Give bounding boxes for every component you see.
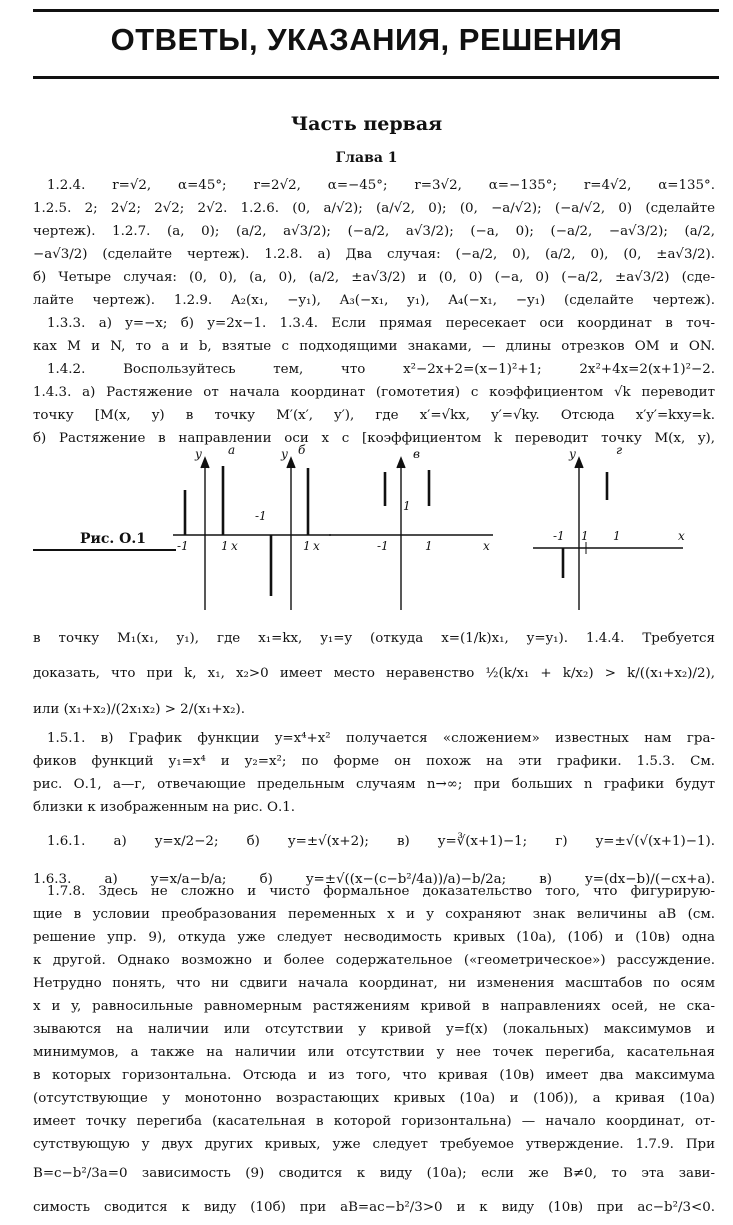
text-line: к другой. Однако возможно и более содержательное («геометрическое») рассуждение.: [33, 953, 715, 968]
text-line: в которых горизонтальна. Отсюда и из того, что кривая (10в) имеет два максимума: [33, 1068, 715, 1083]
text-line: в точку M₁(x₁, y₁), где x₁=kx, y₁=y (откуда x=(1/k)x₁, y=y₁). 1.4.4. Требуется: [33, 631, 715, 646]
panel-d-letter: г: [616, 443, 623, 457]
panel-c-tick-y: 1: [403, 499, 411, 513]
panel-a-y-label: y: [195, 447, 202, 461]
text-line: доказать, что при k, x₁, x₂>0 имеет место неравенство ½(k/x₁ + k/x₂) > k/((x₁+x₂)/2),: [33, 666, 715, 681]
panel-c-tick-pos: 1: [425, 539, 433, 553]
part-heading: Часть первая: [290, 113, 443, 135]
text-line: 1.4.2. Воспользуйтесь тем, что x²−2x+2=(x−1)²+1; 2x²+4x=2(x+1)²−2.: [47, 362, 715, 377]
text-line: B=c−b²/3a=0 зависимость (9) сводится к виду (10а); если же B≠0, то эта зави-: [33, 1166, 715, 1181]
text-line: 1.2.4. r=√2, α=45°; r=2√2, α=−45°; r=3√2, α=−135°; r=4√2, α=135°.: [47, 178, 715, 193]
text-line: зываются на наличии или отсутствии у кривой y=f(x) (локальных) максимумов и: [33, 1022, 715, 1037]
bottom-rule: [33, 76, 719, 79]
panel-a-tick-pos: 1: [221, 539, 229, 553]
panel-b-x-label: x: [313, 539, 320, 553]
panel-d-y-label: y: [569, 447, 576, 461]
text-line: 1.6.1. а) y=x/2−2; б) y=±√(x+2); в) y=∛(x+1)−1; г) y=±√(√(x+1)−1).: [47, 834, 715, 849]
panel-b-axes: [269, 458, 331, 610]
text-line: −a√3/2) (сделайте чертеж). 1.2.8. а) Два случая: (−a/2, 0), (a/2, 0), (0, ±a√3/2).: [33, 247, 715, 262]
panel-d-tick-y: 1: [581, 529, 589, 543]
text-line: 1.2.5. 2; 2√2; 2√2; 2√2. 1.2.6. (0, a/√2); (a/√2, 0); (0, −a/√2); (−a/√2, 0) (сделайте: [33, 201, 715, 216]
text-line: (отсутствующие у монотонно возрастающих кривых (10а) и (10б)), а кривая (10а): [33, 1091, 715, 1106]
text-line: лайте чертеж). 1.2.9. A₂(x₁, −y₁), A₃(−x₁, y₁), A₄(−x₁, −y₁) (сделайте чертеж).: [33, 293, 715, 308]
panel-d-x-label: x: [678, 529, 685, 543]
text-line: 1.7.8. Здесь не сложно и чисто формальное доказательство того, что фигурирую-: [47, 884, 715, 899]
text-line: или (x₁+x₂)/(2x₁x₂) > 2/(x₁+x₂).: [33, 702, 245, 717]
text-line: симость сводится к виду (10б) при aB=ac−b²/3>0 и к виду (10в) при ac−b²/3<0.: [33, 1200, 715, 1215]
text-line: решение упр. 9), откуда уже следует несводимость кривых (10а), (10б) и (10в) одна: [33, 930, 715, 945]
answers-block-1: [33, 175, 715, 451]
panel-c-letter: в: [413, 447, 420, 461]
panel-a-axes: [173, 458, 269, 610]
text-line: б) Растяжение в направлении оси x с [коэффициентом k переводит точку M(x, y),: [33, 431, 715, 446]
text-line: сутствующую у двух других кривых, уже следует требуемое утверждение. 1.7.9. При: [33, 1137, 715, 1152]
panel-c-x-label: x: [483, 539, 490, 553]
panel-a-letter: а: [228, 443, 236, 457]
panel-b-letter: б: [298, 443, 306, 457]
panel-a-x-label: x: [231, 539, 238, 553]
text-line: имеет точку перегиба (касательная в которой горизонтальна) — начало координат, от-: [33, 1114, 715, 1129]
panel-d-tick-pos: 1: [613, 529, 621, 543]
text-line: рис. О.1, а—г, отвечающие предельным случаям n→∞; при больших n графики будут: [33, 777, 715, 792]
text-line: минимумов, а также на наличии или отсутствии у нее точек перегиба, касательная: [33, 1045, 715, 1060]
text-line: 1.4.3. а) Растяжение от начала координат (гомотетия) с коэффициентом √k переводит: [33, 385, 715, 400]
text-line: фиков функций y₁=x⁴ и y₂=x²; по форме он похож на эти графики. 1.5.3. См.: [33, 754, 715, 769]
text-line: чертеж). 1.2.7. (a, 0); (a/2, a√3/2); (−a/2, a√3/2); (−a, 0); (−a/2, −a√3/2); (a/2,: [33, 224, 715, 239]
chapter-heading: Глава 1: [335, 150, 398, 166]
text-line: близки к изображенным на рис. О.1.: [33, 800, 295, 815]
text-line: точку [M(x, y) в точку M′(x′, y′), где x′=√kx, y′=√ky. Отсюда x′y′=kxy=k.: [33, 408, 715, 423]
text-line: 1.6.3. а) y=x/a−b/a; б) y=±√((x−(c−b²/4a))/a)−b/2a; в) y=(dx−b)/(−cx+a).: [33, 872, 715, 887]
text-line: x и y, равносильные равномерным растяжениям кривой в направлениях осей, не ска-: [33, 999, 715, 1014]
panel-b-tick-pos: 1: [303, 539, 311, 553]
text-line: 1.5.1. в) График функции y=x⁴+x² получается «сложением» известных нам гра-: [47, 731, 715, 746]
text-line: б) Четыре случая: (0, 0), (a, 0), (a/2, ±a√3/2) и (0, 0) (−a, 0) (−a/2, ±a√3/2) (сде-: [33, 270, 715, 285]
top-rule: [33, 9, 719, 12]
panel-b-tick-y: -1: [255, 509, 267, 523]
panel-c-tick-neg: -1: [377, 539, 389, 553]
text-line: 1.3.3. а) y=−x; б) y=2x−1. 1.3.4. Если прямая пересекает оси координат в точ-: [47, 316, 715, 331]
text-line: Нетрудно понять, что ни сдвиги начала координат, ни изменения масштабов по осям: [33, 976, 715, 991]
panel-b-y-label: y: [281, 447, 288, 461]
section-title: ОТВЕТЫ, УКАЗАНИЯ, РЕШЕНИЯ: [110, 22, 623, 57]
answers-block-3: [33, 881, 715, 1225]
figure-label: Рис. О.1: [80, 531, 146, 547]
panel-a-tick-neg: -1: [177, 539, 189, 553]
panel-c-axes: [329, 458, 493, 610]
figure-o1: [33, 438, 715, 620]
panel-d-tick-neg: -1: [553, 529, 565, 543]
text-line: щие в условии преобразования переменных x и y сохраняют знак величины aB (см.: [33, 907, 715, 922]
text-line: ках M и N, то a и b, взятые с подходящими знаками, — длины отрезков OM и ON.: [33, 339, 715, 354]
answers-block-2: [33, 622, 715, 902]
